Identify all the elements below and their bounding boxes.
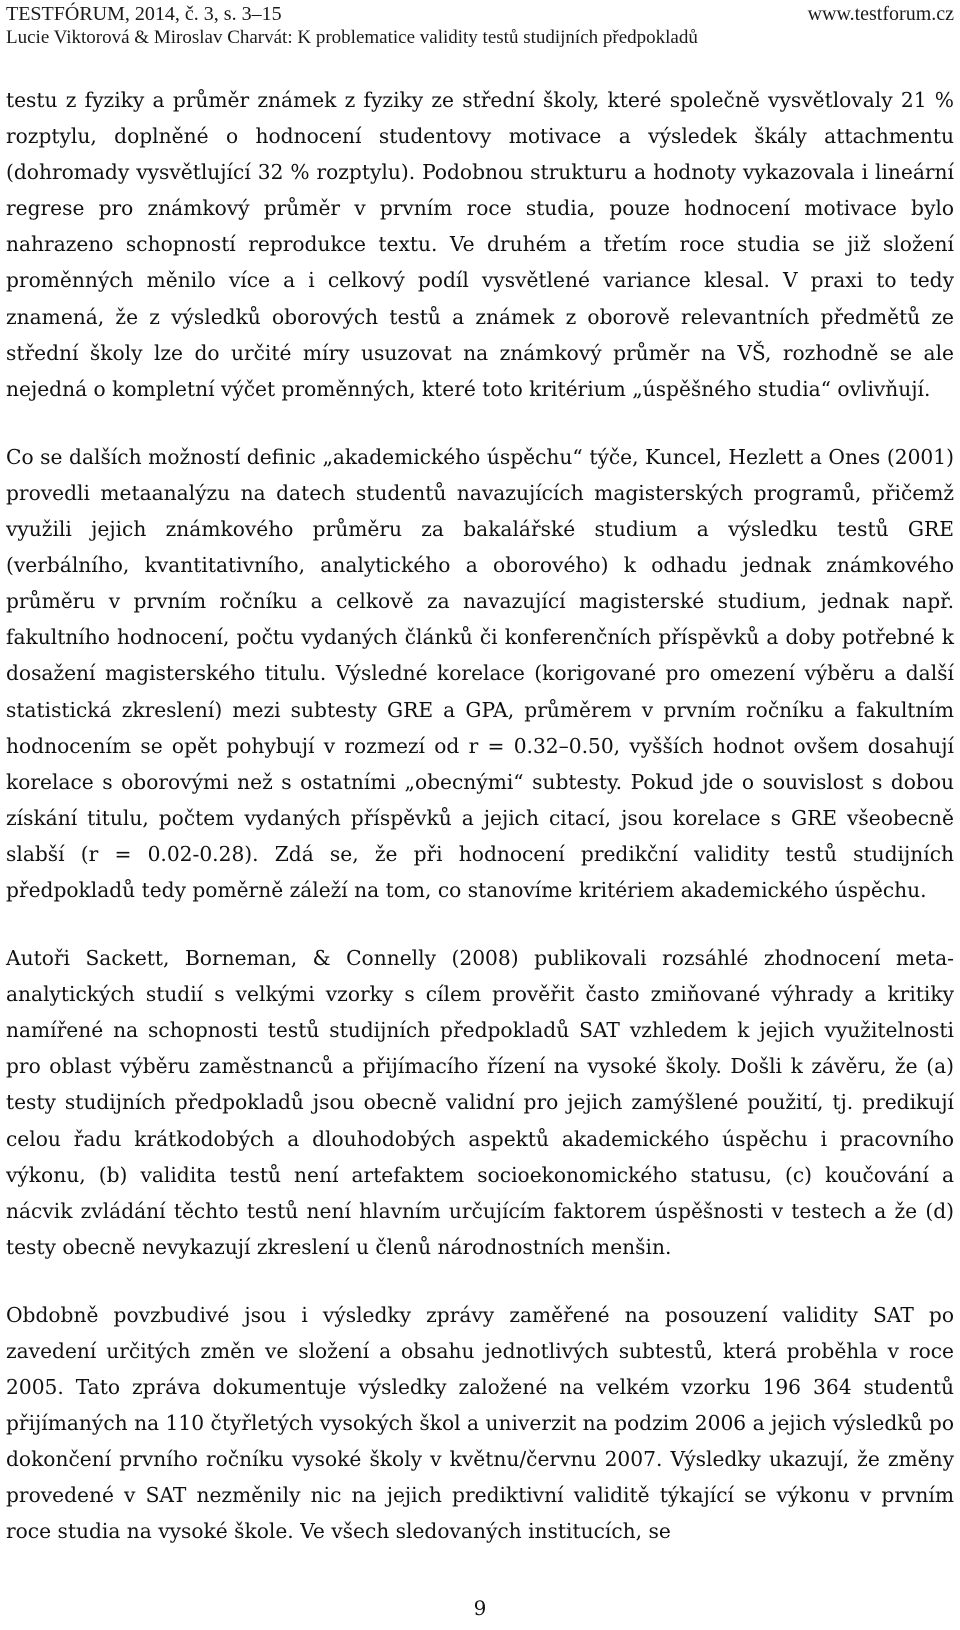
paragraph-1: testu z fyziky a průměr známek z fyziky ze střední školy, které společně vysvětlovaly 21 % rozptylu, doplněné o hodnocení studentovy motivace a výsledek škály attachmentu (dohromady vysvětlující 32 % rozptylu). Podobnou strukturu a hodnoty vykazovala i lineární regrese pro známkový průměr v prvním roce studia, pouze hodnocení motivace bylo nahrazeno schopností reprodukce textu. Ve druhém a třetím roce studia se již složení proměnných měnilo více a i celkový podíl vysvětlené variance klesal. V praxi to tedy znamená, že z výsledků oborových testů a známek z oborově relevantních předmětů ze střední školy lze do určité míry usuzovat na známkový průměr na VŠ, rozhodně se ale nejedná o kompletní výčet proměnných, které toto kritérium „úspěšného studia“ ovlivňují. (6, 88, 954, 401)
header-top-line (6, 2, 954, 26)
article-authors-title: Lucie Viktorová & Miroslav Charvát: K problematice validity testů studijních předpokladů (6, 27, 698, 48)
paragraph-2: Co se dalších možností definic „akademického úspěchu“ týče, Kuncel, Hezlett a Ones (2001) provedli metaanalýzu na datech studentů navazujících magisterských programů, přičemž využili jejich známkového průměru za bakalářské studium a výsledku testů GRE (verbálního, kvantitativního, analytického a oborového) k odhadu jednak známkového průměru v prvním ročníku a celkově za navazující magisterské studium, jednak např. fakultního hodnocení, počtu vydaných článků či konferenčních příspěvků a doby potřebné k dosažení magisterského titulu. Výsledné korelace (korigované pro omezení výběru a další statistická zkreslení) mezi subtesty GRE a GPA, průměrem v prvním ročníku a fakultním hodnocením se opět pohybují v rozmezí od r = 0.32–0.50, vyšších hodnot ovšem dosahují korelace s oborovými než s ostatními „obecnými“ subtesty. Pokud jde o souvislost s dobou získání titulu, počtem vydaných příspěvků a jejich citací, jsou korelace s GRE všeobecně slabší (r = 0.02-0.28). Zdá se, že při hodnocení predikční validity testů studijních předpokladů tedy poměrně záleží na tom, co stanovíme kritériem akademického úspěchu. (6, 444, 954, 902)
running-header (6, 2, 954, 50)
journal-website-link[interactable]: www.testforum.cz (807, 3, 954, 25)
paragraph-3: Autoři Sackett, Borneman, & Connelly (2008) publikovali rozsáhlé zhodnocení meta-analytických studií s velkými vzorky s cílem prověřit často zmiňované výhrady a kritiky namířené na schopnosti testů studijních předpokladů SAT vzhledem k jejich využitelnosti pro oblast výběru zaměstnanců a přijímacího řízení na vysoké školy. Došli k závěru, že (a) testy studijních předpokladů jsou obecně validní pro jejich zamýšlené použití, tj. predikují celou řadu krátkodobých a dlouhodobých aspektů akademického úspěchu i pracovního výkonu, (b) validita testů není artefaktem socioekonomického statusu, (c) koučování a nácvik zvládání těchto testů není hlavním určujícím faktorem úspěšnosti v testech a že (d) testy obecně nevykazují zkreslení u členů národnostních menšin. (6, 946, 954, 1259)
journal-citation: TESTFÓRUM, 2014, č. 3, s. 3–15 (6, 3, 282, 25)
paragraph-4: Obdobně povzbudivé jsou i výsledky zprávy zaměřené na posouzení validity SAT po zavedení určitých změn ve složení a obsahu jednotlivých subtestů, která proběhla v roce 2005. Tato zpráva dokumentuje výsledky založené na velkém vzorku 196 364 studentů přijímaných na 110 čtyřletých vysokých škol a univerzit na podzim 2006 a jejich výsledků po dokončení prvního ročníku vysoké školy v květnu/červnu 2007. Výsledky ukazují, že změny provedené v SAT nezměnily nic na jejich prediktivní validitě týkající se výkonu v prvním roce studia na vysoké škole. Ve všech sledovaných institucích, se (6, 1302, 954, 1544)
page-number: 9 (473, 1596, 487, 1620)
article-body (6, 82, 954, 1550)
